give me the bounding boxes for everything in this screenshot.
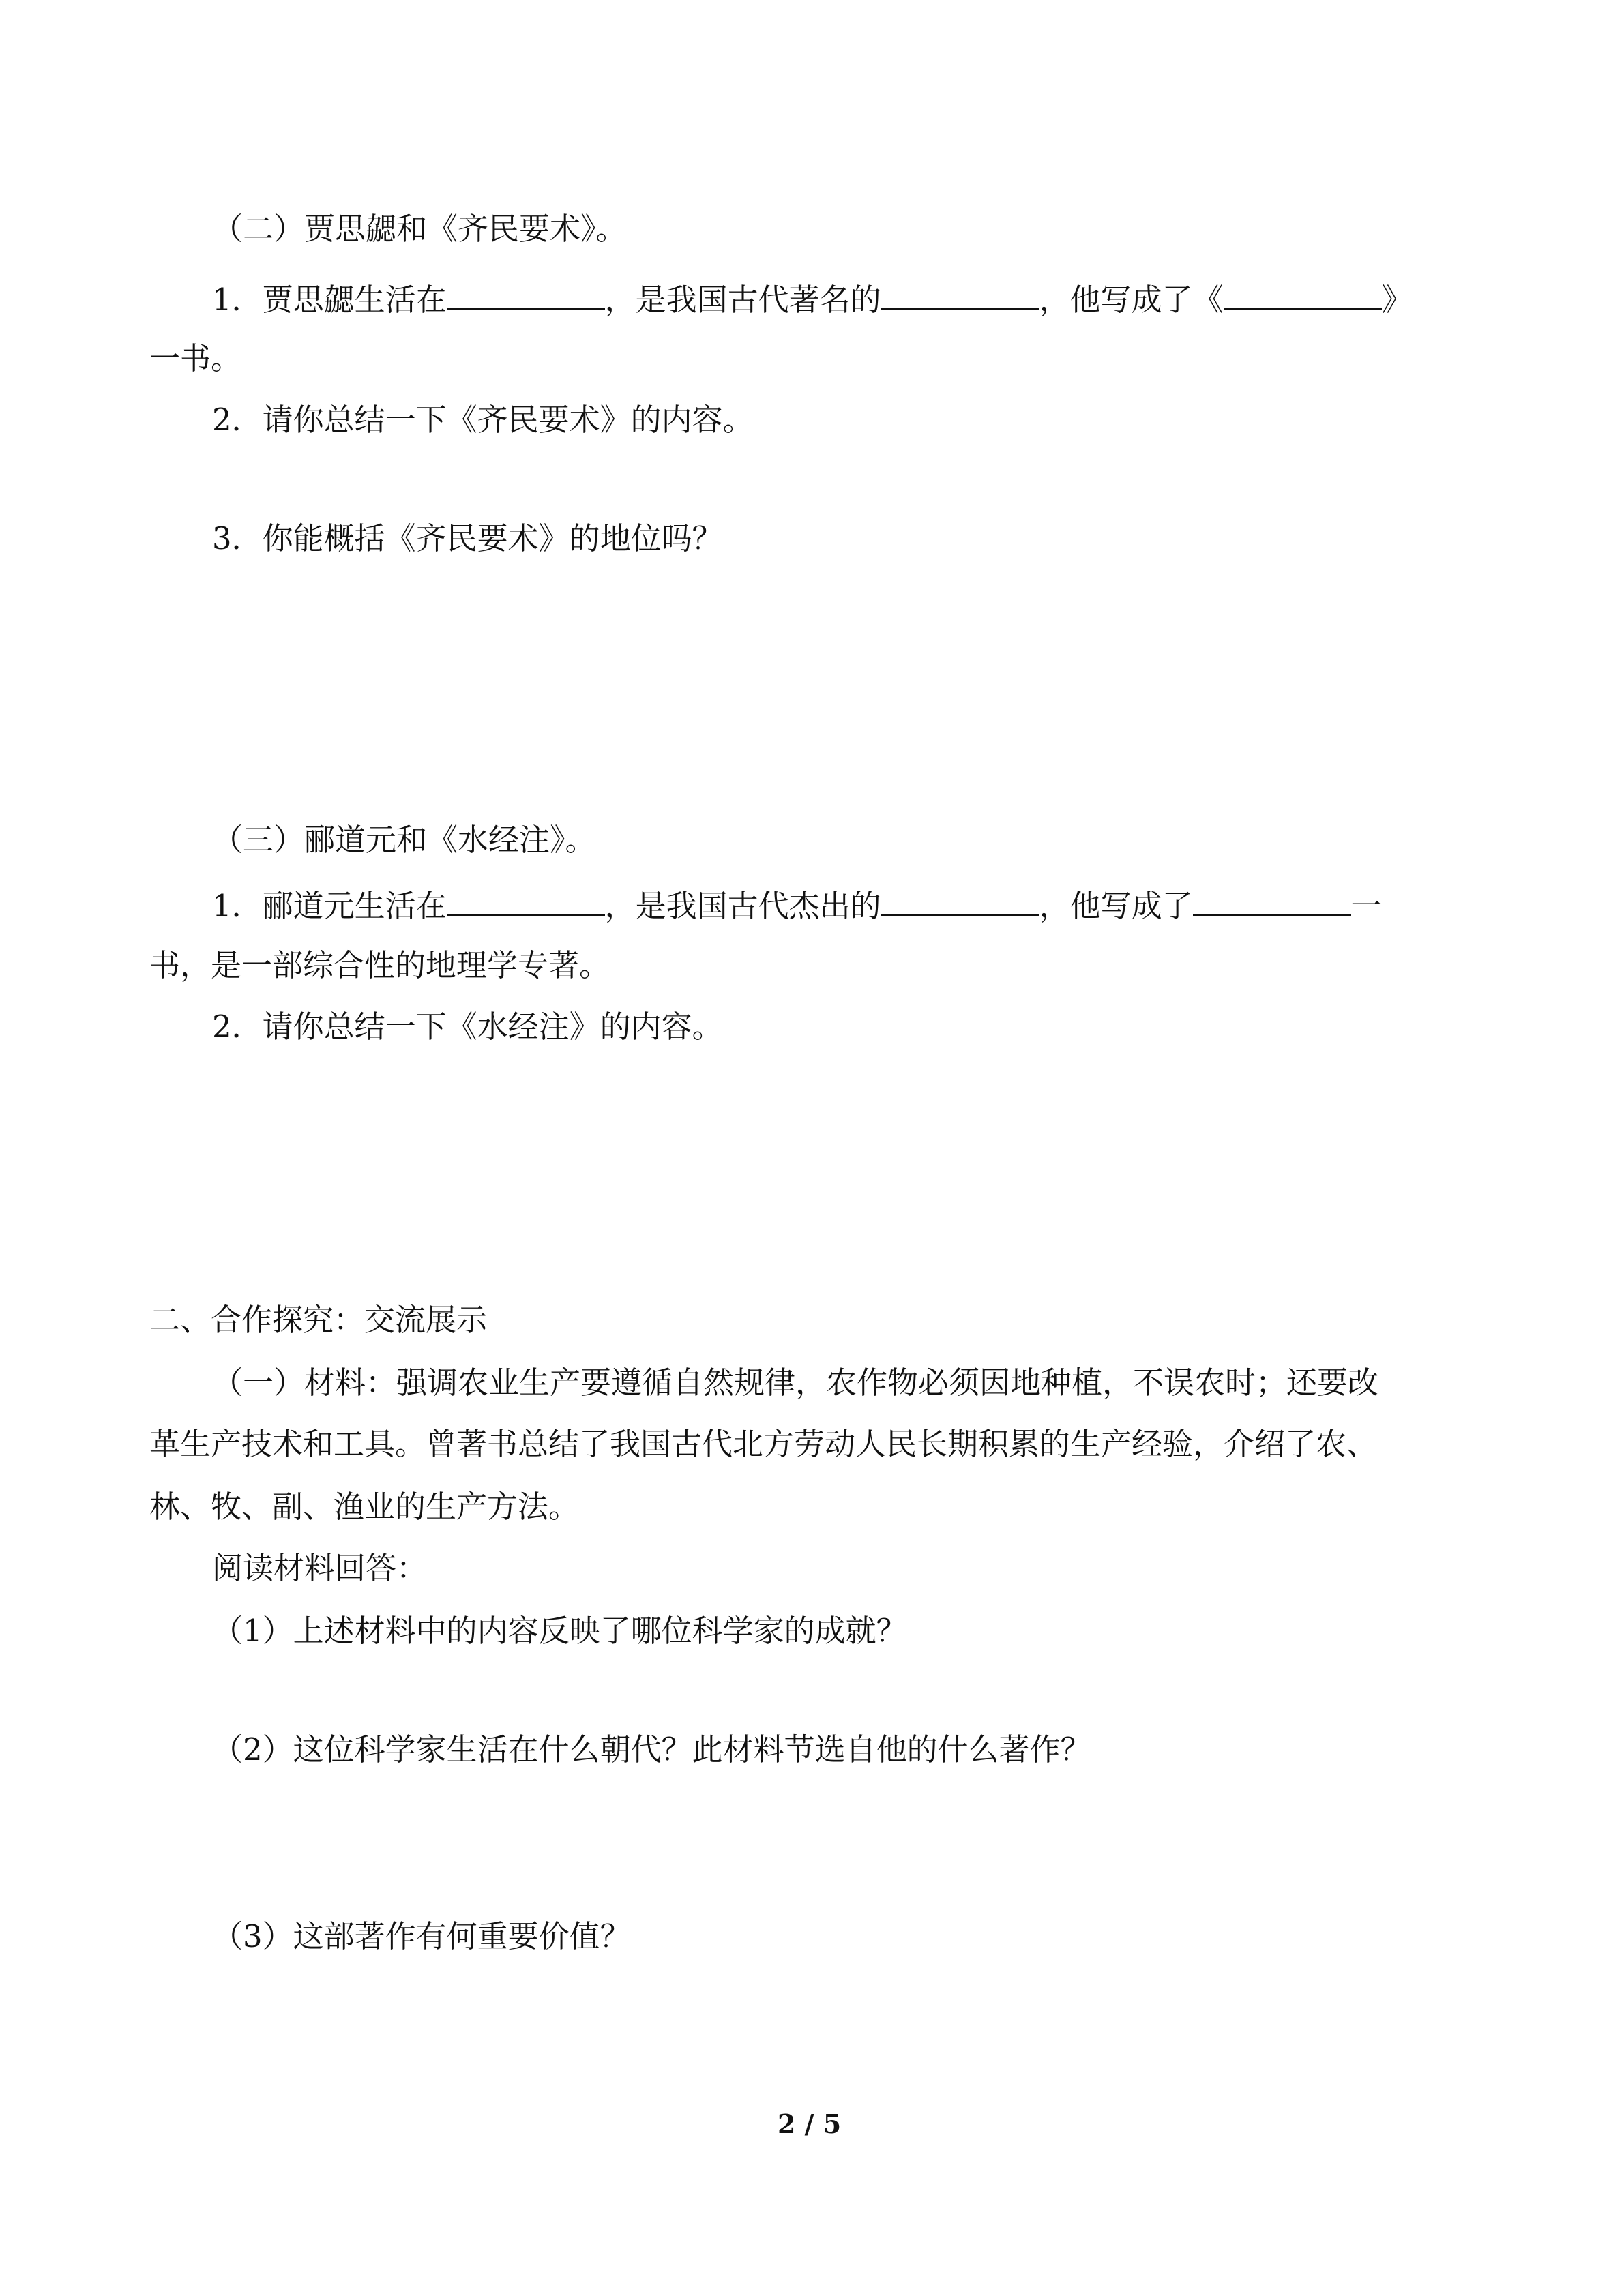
reading-instruction: 阅读材料回答：	[212, 1550, 428, 1586]
question-3: （3）这部著作有何重要价值？	[212, 1918, 631, 1954]
question-1-continuation: 书，是一部综合性的地理学专著。	[149, 947, 610, 983]
question-text: 一	[1350, 888, 1382, 924]
fill-in-blank-profession[interactable]	[881, 882, 1039, 916]
material-text-line-3: 林、牧、副、渔业的生产方法。	[149, 1489, 580, 1525]
question-text: ，是我国古代著名的	[604, 282, 881, 318]
question-1-line	[212, 276, 1413, 320]
question-1-line	[212, 882, 1382, 927]
fill-in-blank-profession[interactable]	[881, 276, 1039, 310]
page-number: 2 / 5	[778, 2108, 842, 2139]
question-2: （2）这位科学家生活在什么朝代？此材料节选自他的什么著作？	[212, 1731, 1091, 1768]
question-text: ，他写成了	[1039, 888, 1193, 924]
question-text: 》	[1381, 282, 1413, 318]
cooperation-heading: 二、合作探究：交流展示	[149, 1302, 488, 1338]
section-heading-jia-sixie: （二）贾思勰和《齐民要术》。	[212, 211, 627, 247]
question-2: 2．请你总结一下《齐民要术》的内容。	[212, 402, 754, 438]
fill-in-blank-era[interactable]	[447, 882, 605, 916]
question-text: ，他写成了《	[1039, 282, 1224, 318]
question-2: 2．请你总结一下《水经注》的内容。	[212, 1009, 723, 1045]
question-text: ，是我国古代杰出的	[604, 888, 881, 924]
fill-in-blank-era[interactable]	[447, 276, 605, 310]
section-heading-li-daoyuan: （三）郦道元和《水经注》。	[212, 822, 596, 858]
material-text-line-2: 革生产技术和工具。曾著书总结了我国古代北方劳动人民长期积累的生产经验，介绍了农、	[149, 1426, 1378, 1462]
question-text: 1．郦道元生活在	[212, 888, 447, 924]
fill-in-blank-book[interactable]	[1224, 276, 1382, 310]
question-3: 3．你能概括《齐民要术》的地位吗？	[212, 520, 723, 556]
question-text: 1．贾思勰生活在	[212, 282, 447, 318]
question-1: （1）上述材料中的内容反映了哪位科学家的成就？	[212, 1613, 907, 1649]
fill-in-blank-book[interactable]	[1193, 882, 1351, 916]
material-text-line-1: （一）材料：强调农业生产要遵循自然规律，农作物必须因地种植，不误农时；还要改	[212, 1365, 1379, 1401]
question-1-continuation: 一书。	[149, 340, 242, 376]
